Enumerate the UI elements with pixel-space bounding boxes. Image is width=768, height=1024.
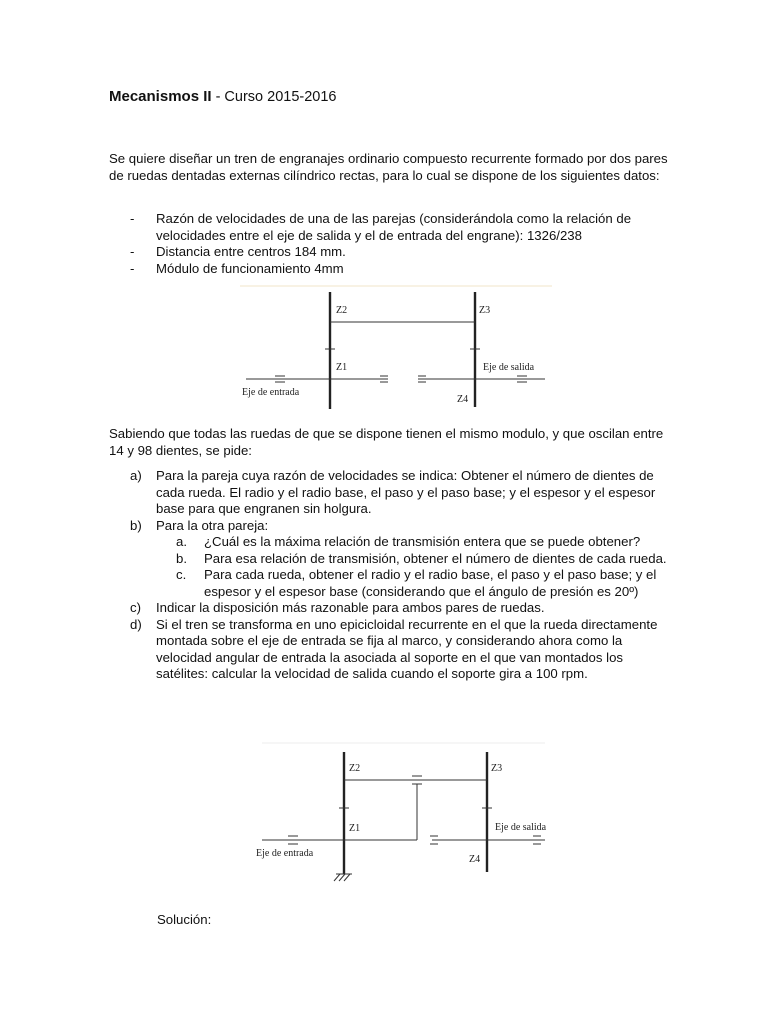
label-z4: Z4 <box>469 854 481 865</box>
label-input-shaft: Eje de entrada <box>242 387 300 398</box>
question-intro: Sabiendo que todas las ruedas de que se dispone tienen el mismo modulo, y que oscilan entre 14 y 98 dientes, se pide: <box>109 426 664 458</box>
solution-label: Solución: <box>157 912 212 927</box>
intro-paragraph: Se quiere diseñar un tren de engranajes ordinario compuesto recurrente formado por dos pares de ruedas dentadas externas cilíndrico rectas, para lo cual se dispone de los siguientes datos: <box>109 151 668 183</box>
label-output-shaft: Eje de salida <box>483 362 535 373</box>
label-z3: Z3 <box>479 305 491 316</box>
question-list <box>130 468 675 683</box>
list-item: - Razón de velocidades de una de las parejas (considerándola como la relación de velocidades entre el eje de salida y el de entrada del engrane): 1326/238 <box>130 211 632 243</box>
question-b: b) Para la otra pareja: <box>130 517 269 533</box>
page-title: Mecanismos II - Curso 2015-2016 <box>109 88 337 105</box>
list-item: a. ¿Cuál es la máxima relación de transmisión entera que se puede obtener? <box>176 534 641 549</box>
label-z1: Z1 <box>349 823 361 834</box>
list-item: c. Para cada rueda, obtener el radio y el radio base, el paso y el paso base; y el espesor y el espesor base (considerando que el ángulo de presión es 20º) <box>176 567 657 599</box>
list-item: - Distancia entre centros 184 mm. <box>130 244 346 259</box>
list-item: - Módulo de funcionamiento 4mm <box>130 260 344 276</box>
label-input-shaft: Eje de entrada <box>256 848 314 859</box>
question-c: c) Indicar la disposición más razonable para ambos pares de ruedas. <box>130 600 545 615</box>
label-z3: Z3 <box>491 763 503 774</box>
label-z2: Z2 <box>349 763 361 774</box>
question-a: a) Para la pareja cuya razón de velocidades se indica: Obtener el número de dientes de cada rueda. El radio y el radio base, el paso y el paso base; y el espesor y el espesor base para que engranen sin holgura. <box>130 468 656 516</box>
label-output-shaft: Eje de salida <box>495 822 547 833</box>
question-d: d) Si el tren se transforma en uno epicicloidal recurrente en el que la rueda directamente montada sobre el eje de entrada se fija al marco, y considerando ahora como la velocidad angular de entrada la asociada al soporte en el que van montados los satélites: calcular la velocidad de salida cuando el soporte gira a 100 rpm. <box>130 616 658 681</box>
label-z4: Z4 <box>457 394 469 405</box>
question-b-sublist <box>130 534 675 600</box>
label-z2: Z2 <box>336 305 348 316</box>
list-item: b. Para esa relación de transmisión, obtener el número de dientes de cada rueda. <box>176 550 667 566</box>
label-z1: Z1 <box>336 362 348 373</box>
